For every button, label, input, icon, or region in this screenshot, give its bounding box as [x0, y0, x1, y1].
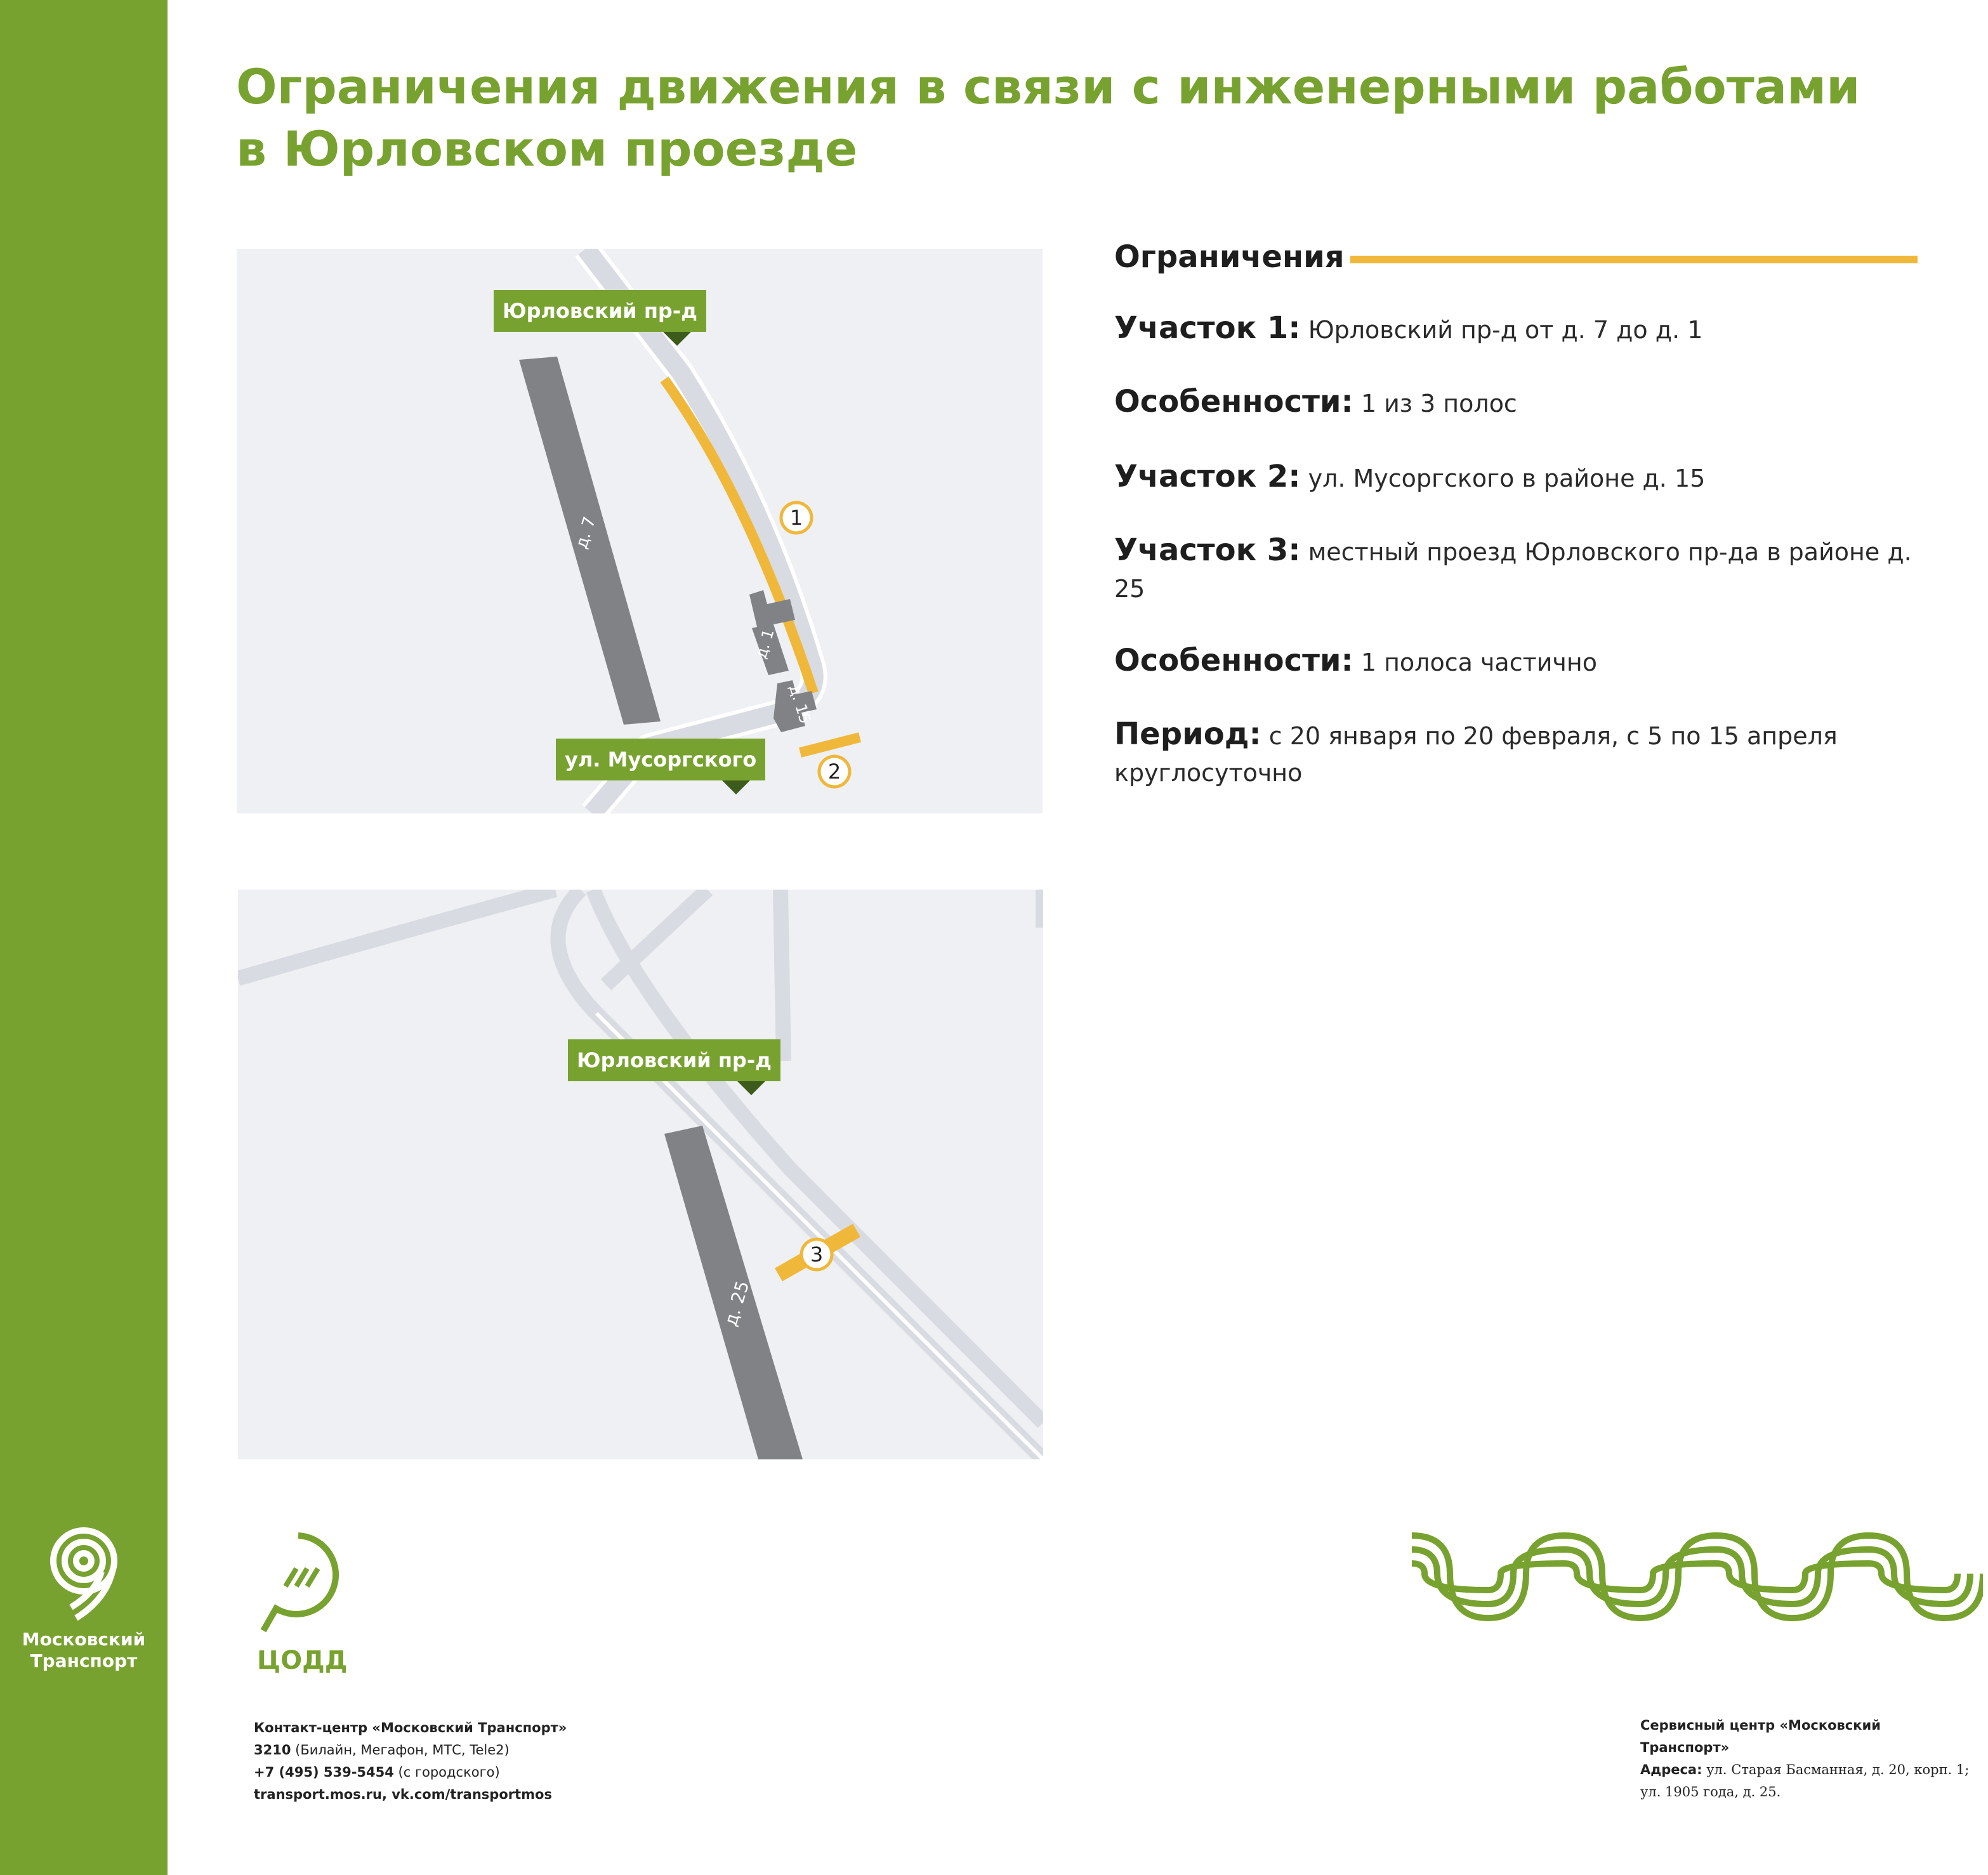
features-2-label: Особенности: — [1114, 643, 1353, 678]
building-d1-label: д. 1 — [752, 627, 778, 661]
service-addr2: ул. 1905 года, д. 25. — [1640, 1784, 1781, 1799]
svg-text:1: 1 — [789, 506, 803, 530]
wave-ornament — [1412, 1523, 1983, 1631]
wave-ornament-graphic — [1412, 1523, 1983, 1631]
brand-line2: Транспорт — [30, 1650, 138, 1671]
features-2 — [1114, 642, 1597, 681]
contact-title: Контакт-центр «Московский Транспорт» — [254, 1720, 567, 1735]
period-label: Период: — [1114, 716, 1261, 752]
contact-links[interactable]: transport.mos.ru, vk.com/transportmos — [254, 1787, 552, 1802]
codd-logo — [251, 1529, 352, 1675]
map-section-3 — [238, 890, 1043, 1459]
section-2-label: Участок 2: — [1114, 459, 1301, 494]
contact-short-number[interactable]: 3210 — [254, 1742, 291, 1758]
section-3 — [1114, 532, 1914, 607]
marker-1 — [781, 503, 812, 533]
features-1-label: Особенности: — [1114, 384, 1353, 419]
restrictions-heading-text: Ограничения — [1114, 239, 1345, 275]
sidebar — [0, 0, 168, 1875]
section-2-text: ул. Мусоргского в районе д. 15 — [1308, 464, 1706, 492]
section-3-label: Участок 3: — [1114, 532, 1301, 568]
features-1-text: 1 из 3 полос — [1360, 390, 1517, 418]
page-title — [236, 56, 1949, 180]
section-1-text: Юрловский пр-д от д. 7 до д. 1 — [1308, 316, 1703, 344]
features-2-text: 1 полоса частично — [1360, 648, 1597, 676]
marker-2 — [819, 756, 850, 787]
brand-line1: Московский — [22, 1629, 146, 1650]
codd-pin-icon — [251, 1529, 346, 1637]
building-d15-label: д. 15 — [786, 682, 815, 726]
map-sections-1-2 — [237, 249, 1043, 813]
tag-musorgskogo: ул. Мусоргского — [556, 739, 765, 780]
restrictions-heading — [1114, 235, 1926, 279]
section-1 — [1114, 310, 1702, 348]
features-1 — [1114, 383, 1517, 422]
moscow-transport-nine-icon — [46, 1526, 122, 1621]
building-d7-label: д. 7 — [572, 514, 600, 551]
title-line2: в Юрловском проезде — [236, 121, 858, 177]
title-line1: Ограничения движения в связи с инженерными работами — [236, 58, 1860, 115]
section-2 — [1114, 458, 1705, 497]
period — [1114, 716, 1914, 791]
svg-text:2: 2 — [827, 760, 841, 784]
period-text: с 20 января по 20 февраля, с 5 по 15 апреля круглосуточно — [1114, 722, 1838, 787]
contact-phone[interactable]: +7 (495) 539-5454 — [254, 1765, 394, 1780]
marker-3 — [801, 1239, 832, 1270]
codd-label: ЦОДД — [257, 1646, 348, 1675]
svg-text:3: 3 — [810, 1242, 824, 1266]
map1-canvas — [237, 249, 1043, 813]
tag-yurlovsky-2: Юрловский пр-д — [568, 1039, 780, 1081]
contact-phone-note: (с городского) — [398, 1765, 500, 1780]
service-title: Сервисный центр «Московский Транспорт» — [1640, 1718, 1881, 1755]
building-d25-label: д. 25 — [720, 1278, 754, 1329]
heading-underline — [1350, 256, 1918, 263]
restrictions-panel — [1114, 235, 1926, 787]
tag-yurlovsky: Юрловский пр-д — [494, 290, 706, 332]
service-addr-label: Адреса: — [1640, 1762, 1702, 1777]
contact-short-note: (Билайн, Мегафон, МТС, Tele2) — [295, 1742, 510, 1758]
contact-center — [254, 1717, 567, 1806]
map2-canvas — [238, 890, 1043, 1459]
section-3-text: местный проезд Юрловского пр-да в районе д. 25 — [1114, 538, 1912, 603]
service-addr1: ул. Старая Басманная, д. 20, корп. 1; — [1706, 1762, 1970, 1777]
service-center — [1640, 1714, 1970, 1803]
section-1-label: Участок 1: — [1114, 310, 1301, 346]
moscow-transport-logo — [22, 1526, 146, 1691]
